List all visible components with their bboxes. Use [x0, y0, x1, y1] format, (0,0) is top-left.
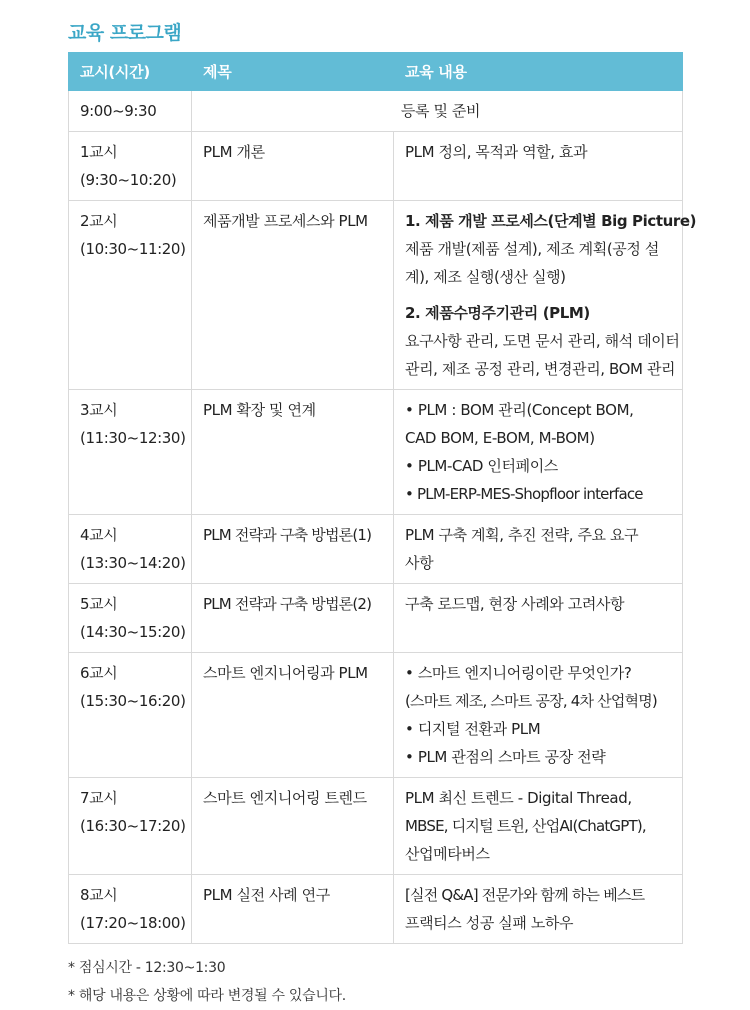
table-row — [69, 584, 683, 653]
subject-cell — [192, 390, 394, 515]
time-cell — [69, 91, 192, 132]
footnote-change: * 해당 내용은 상황에 따라 변경될 수 있습니다. — [68, 988, 346, 1004]
content-line: 요구사항 관리, 도면 문서 관리, 해석 데이터 — [405, 332, 680, 350]
period-time: (9:30~10:20) — [80, 171, 177, 189]
schedule-table — [68, 52, 697, 944]
content-line: CAD BOM, E-BOM, M-BOM) — [405, 429, 595, 447]
content-line: 사항 — [405, 554, 434, 572]
period-label: 3교시 — [80, 401, 118, 419]
period-cell — [69, 778, 192, 875]
period-label: 4교시 — [80, 526, 118, 544]
period-label: 6교시 — [80, 664, 118, 682]
period-label: 5교시 — [80, 595, 118, 613]
content-line: • PLM-ERP-MES-Shopfloor interface — [405, 485, 643, 503]
content-line: (스마트 제조, 스마트 공장, 4차 산업혁명) — [405, 692, 657, 710]
content-line: 프랙티스 성공 실패 노하우 — [405, 914, 574, 932]
period-label: 2교시 — [80, 212, 118, 230]
period-cell — [69, 653, 192, 778]
period-time: (14:30~15:20) — [80, 623, 186, 641]
subject-cell — [192, 653, 394, 778]
period-time: (16:30~17:20) — [80, 817, 186, 835]
table-row — [69, 875, 683, 944]
period-label: 7교시 — [80, 789, 118, 807]
footnotes — [68, 954, 682, 1010]
content-cell — [394, 132, 683, 201]
subject-text: 제품개발 프로세스와 PLM — [203, 212, 368, 230]
content-line: • PLM 관점의 스마트 공장 전략 — [405, 748, 606, 766]
subject-cell — [192, 132, 394, 201]
subject-cell — [192, 875, 394, 944]
content-line: 구축 로드맵, 현장 사례와 고려사항 — [405, 595, 625, 613]
content-line: PLM 구축 계획, 추진 전략, 주요 요구 — [405, 526, 639, 544]
period-time: (13:30~14:20) — [80, 554, 186, 572]
content-cell — [394, 584, 683, 653]
content-cell — [394, 875, 683, 944]
subject-cell — [192, 584, 394, 653]
table-row — [69, 201, 683, 390]
content-line: • PLM-CAD 인터페이스 — [405, 457, 558, 475]
content-line: 산업메타버스 — [405, 845, 490, 863]
period-time: (15:30~16:20) — [80, 692, 186, 710]
period-cell — [69, 875, 192, 944]
content-cell — [394, 515, 683, 584]
table-row — [69, 390, 683, 515]
content-cell — [394, 653, 683, 778]
table-row — [69, 653, 683, 778]
registration-cell — [192, 91, 683, 132]
subject-text: PLM 전략과 구축 방법론(2) — [203, 595, 372, 613]
period-time: (11:30~12:30) — [80, 429, 186, 447]
period-label: 8교시 — [80, 886, 118, 904]
period-time: (17:20~18:00) — [80, 914, 186, 932]
period-cell — [69, 132, 192, 201]
subject-text: PLM 실전 사례 연구 — [203, 886, 330, 904]
table-row — [69, 778, 683, 875]
subject-cell — [192, 778, 394, 875]
section-heading: 2. 제품수명주기관리 (PLM) — [405, 304, 590, 322]
section-heading: 1. 제품 개발 프로세스(단계별 Big Picture) — [405, 212, 697, 230]
header-content: 교육 내용 — [394, 53, 683, 91]
subject-text: PLM 전략과 구축 방법론(1) — [203, 526, 372, 544]
registration-text: 등록 및 준비 — [400, 102, 481, 120]
content-cell — [394, 778, 683, 875]
content-line: • 디지털 전환과 PLM — [405, 720, 541, 738]
period-time: (10:30~11:20) — [80, 240, 186, 258]
subject-cell — [192, 201, 394, 390]
period-cell — [69, 515, 192, 584]
content-line: • PLM : BOM 관리(Concept BOM, — [405, 401, 634, 419]
content-line: • 스마트 엔지니어링이란 무엇인가? — [405, 664, 632, 682]
table-row — [69, 132, 683, 201]
subject-text: 스마트 엔지니어링과 PLM — [203, 664, 368, 682]
table-row — [69, 515, 683, 584]
content-cell — [394, 390, 683, 515]
subject-cell — [192, 515, 394, 584]
header-subject: 제목 — [192, 53, 394, 91]
content-line: 계), 제조 실행(생산 실행) — [405, 268, 566, 286]
subject-text: 스마트 엔지니어링 트렌드 — [203, 789, 367, 807]
footnote-lunch: * 점심시간 - 12:30~1:30 — [68, 960, 226, 976]
page-title: 교육 프로그램 — [68, 22, 182, 44]
table-row — [69, 91, 683, 132]
content-line: PLM 정의, 목적과 역할, 효과 — [405, 143, 588, 161]
period-cell — [69, 584, 192, 653]
period-cell — [69, 201, 192, 390]
time-text: 9:00~9:30 — [80, 102, 157, 120]
header-period: 교시(시간) — [69, 53, 192, 91]
content-line: 관리, 제조 공정 관리, 변경관리, BOM 관리 — [405, 360, 676, 378]
content-line: 제품 개발(제품 설계), 제조 계획(공정 설 — [405, 240, 659, 258]
subject-text: PLM 개론 — [203, 143, 265, 161]
content-line: [실전 Q&A] 전문가와 함께 하는 베스트 — [405, 886, 645, 904]
content-line: MBSE, 디지털 트윈, 산업AI(ChatGPT), — [405, 817, 646, 835]
period-cell — [69, 390, 192, 515]
subject-text: PLM 확장 및 연계 — [203, 401, 316, 419]
period-label: 1교시 — [80, 143, 118, 161]
content-cell — [394, 201, 697, 390]
content-line: PLM 최신 트렌드 - Digital Thread, — [405, 789, 632, 807]
table-header-row — [69, 53, 683, 91]
